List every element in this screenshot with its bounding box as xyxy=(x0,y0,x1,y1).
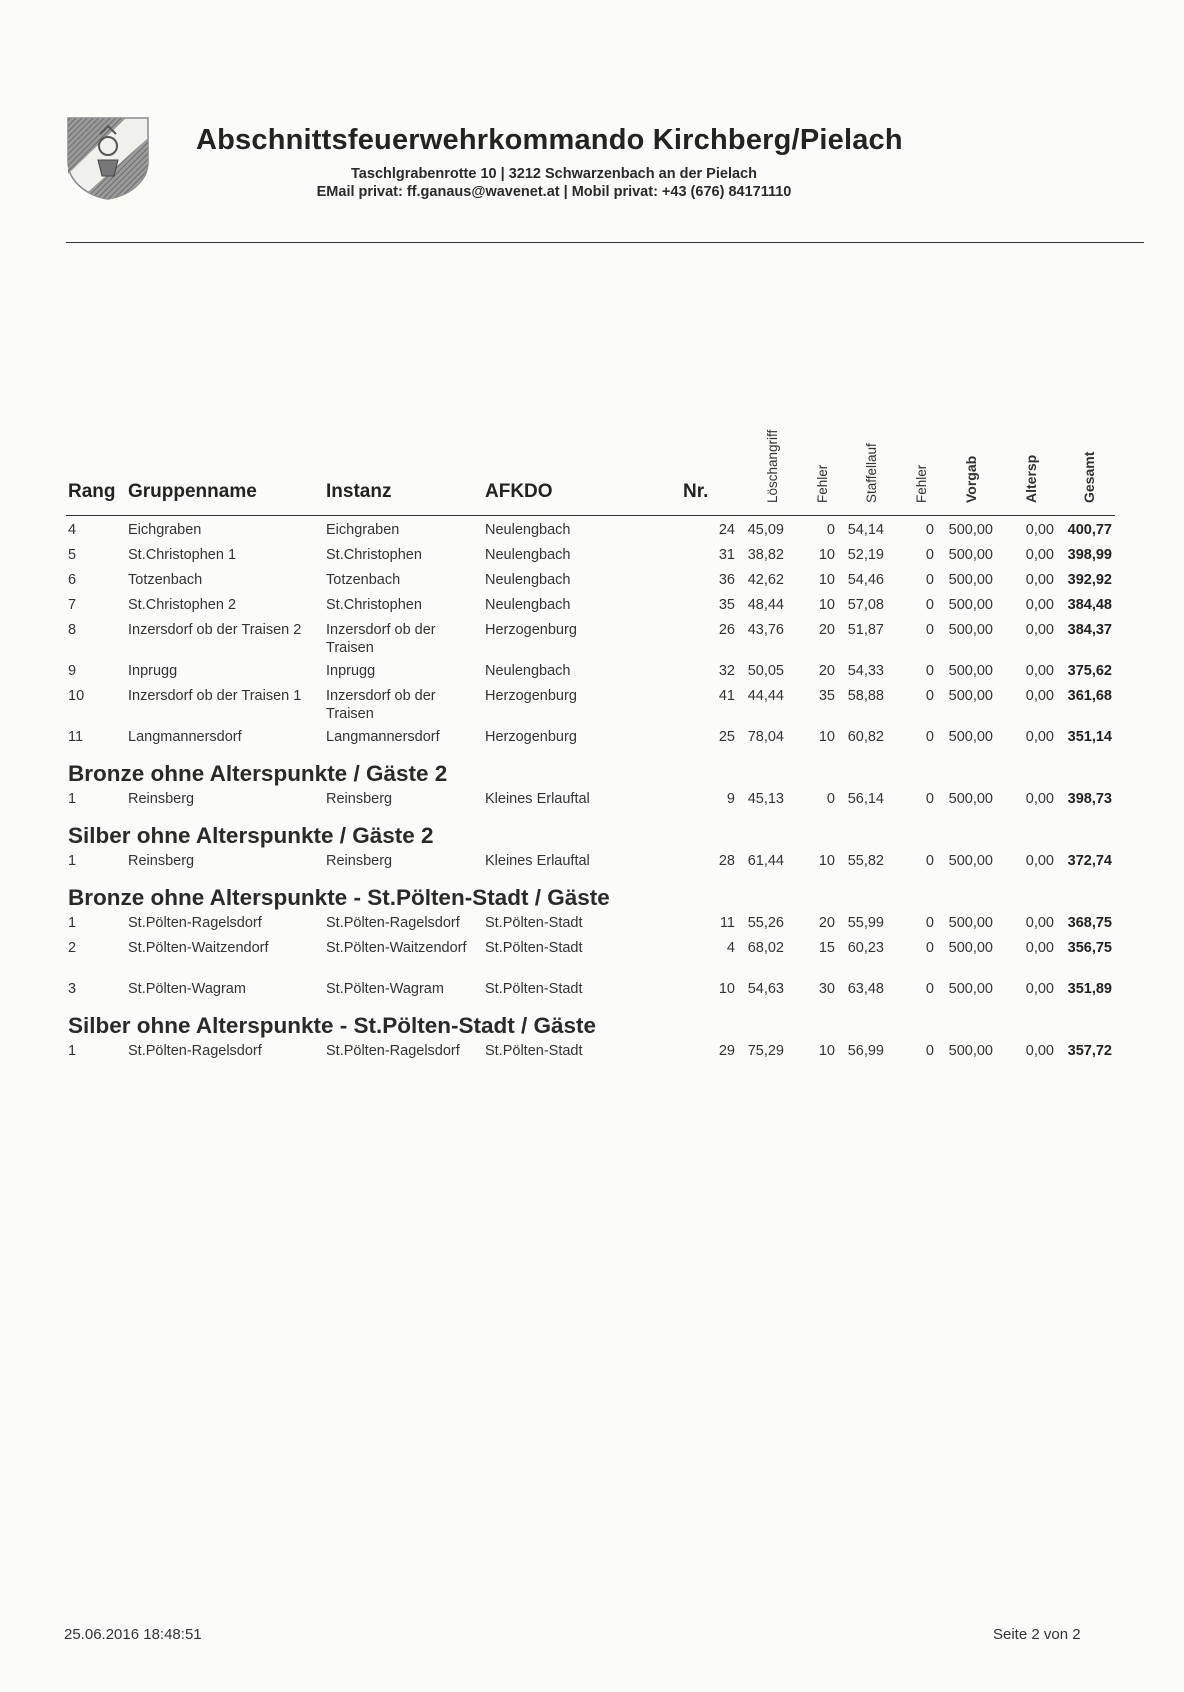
afkdo-cell: Herzogenburg xyxy=(485,729,577,745)
gesamt-cell: 356,75 xyxy=(1067,940,1112,956)
gesamt-cell: 398,73 xyxy=(1067,791,1112,807)
instanz-cell: Inprugg xyxy=(326,663,376,679)
start-number-cell: 25 xyxy=(718,729,735,745)
rank-cell: 5 xyxy=(68,547,77,563)
loeschangriff-cell: 42,62 xyxy=(747,572,784,588)
start-number-cell: 32 xyxy=(718,663,735,679)
loeschangriff-cell: 43,76 xyxy=(747,622,784,638)
loeschangriff-cell: 48,44 xyxy=(747,597,784,613)
column-header-loeschangriff: Löschangriff xyxy=(765,429,780,503)
table-row xyxy=(0,622,1184,663)
start-number-cell: 9 xyxy=(726,791,735,807)
column-header-rang: Rang xyxy=(68,481,116,502)
group-name-cell: Inzersdorf ob der Traisen 2 xyxy=(128,622,302,638)
staffellauf-cell: 63,48 xyxy=(847,981,884,997)
group-name-cell: Inprugg xyxy=(128,663,178,679)
gesamt-cell: 400,77 xyxy=(1067,522,1112,538)
table-header-divider xyxy=(66,515,1115,516)
rank-cell: 1 xyxy=(68,791,77,807)
gesamt-cell: 351,14 xyxy=(1067,729,1112,745)
fehler-2-cell: 0 xyxy=(925,915,934,931)
staffellauf-cell: 58,88 xyxy=(847,688,884,704)
column-header-afkdo: AFKDO xyxy=(485,481,553,502)
staffellauf-cell: 51,87 xyxy=(847,622,884,638)
gesamt-cell: 357,72 xyxy=(1067,1043,1112,1059)
group-name-cell: St.Pölten-Ragelsdorf xyxy=(128,915,262,931)
staffellauf-cell: 57,08 xyxy=(847,597,884,613)
instanz-cell: St.Christophen xyxy=(326,547,422,563)
table-row xyxy=(0,597,1184,622)
start-number-cell: 28 xyxy=(718,853,735,869)
staffellauf-cell: 54,46 xyxy=(847,572,884,588)
fehler-1-cell: 10 xyxy=(818,853,835,869)
rank-cell: 10 xyxy=(68,688,85,704)
afkdo-cell: Herzogenburg xyxy=(485,688,577,704)
fehler-1-cell: 20 xyxy=(818,915,835,931)
table-row xyxy=(0,663,1184,688)
altersp-cell: 0,00 xyxy=(1025,522,1054,538)
altersp-cell: 0,00 xyxy=(1025,940,1054,956)
altersp-cell: 0,00 xyxy=(1025,915,1054,931)
afkdo-cell: St.Pölten-Stadt xyxy=(485,940,583,956)
start-number-cell: 4 xyxy=(726,940,735,956)
start-number-cell: 35 xyxy=(718,597,735,613)
instanz-cell: Eichgraben xyxy=(326,522,400,538)
afkdo-cell: Neulengbach xyxy=(485,572,571,588)
altersp-cell: 0,00 xyxy=(1025,547,1054,563)
table-row xyxy=(0,547,1184,572)
vorgabe-cell: 500,00 xyxy=(948,981,993,997)
column-header-fehler-1: Fehler xyxy=(815,464,830,503)
section-title-text: Silber ohne Alterspunkte - St.Pölten-Stadt / Gäste xyxy=(68,1013,596,1038)
vorgabe-cell: 500,00 xyxy=(948,729,993,745)
gesamt-cell: 361,68 xyxy=(1067,688,1112,704)
table-row xyxy=(0,940,1184,981)
fehler-2-cell: 0 xyxy=(925,572,934,588)
loeschangriff-cell: 38,82 xyxy=(747,547,784,563)
altersp-cell: 0,00 xyxy=(1025,853,1054,869)
group-name-cell: St.Pölten-Wagram xyxy=(128,981,246,997)
fehler-1-cell: 35 xyxy=(818,688,835,704)
fehler-1-cell: 0 xyxy=(826,791,835,807)
rank-cell: 1 xyxy=(68,915,77,931)
loeschangriff-cell: 54,63 xyxy=(747,981,784,997)
fehler-2-cell: 0 xyxy=(925,853,934,869)
staffellauf-cell: 54,14 xyxy=(847,522,884,538)
fehler-1-cell: 20 xyxy=(818,622,835,638)
loeschangriff-cell: 50,05 xyxy=(747,663,784,679)
table-row xyxy=(0,853,1184,878)
table-row xyxy=(0,915,1184,940)
fehler-2-cell: 0 xyxy=(925,547,934,563)
rank-cell: 1 xyxy=(68,853,77,869)
gesamt-cell: 398,99 xyxy=(1067,547,1112,563)
start-number-cell: 31 xyxy=(718,547,735,563)
instanz-cell: St.Pölten-Ragelsdorf xyxy=(326,1043,460,1059)
fehler-1-cell: 0 xyxy=(826,522,835,538)
organization-contact: EMail privat: ff.ganaus@wavenet.at | Mobil privat: +43 (676) 84171110 xyxy=(316,184,792,200)
group-name-cell: St.Christophen 2 xyxy=(128,597,237,613)
fehler-2-cell: 0 xyxy=(925,729,934,745)
fehler-2-cell: 0 xyxy=(925,663,934,679)
vorgabe-cell: 500,00 xyxy=(948,1043,993,1059)
instanz-cell: Inzersdorf ob der Traisen xyxy=(326,622,436,656)
column-header-nr: Nr. xyxy=(683,481,709,502)
altersp-cell: 0,00 xyxy=(1025,622,1054,638)
vorgabe-cell: 500,00 xyxy=(948,522,993,538)
vorgabe-cell: 500,00 xyxy=(948,547,993,563)
rank-cell: 9 xyxy=(68,663,77,679)
afkdo-cell: Kleines Erlauftal xyxy=(485,853,590,869)
start-number-cell: 10 xyxy=(718,981,735,997)
afkdo-cell: Herzogenburg xyxy=(485,622,577,638)
staffellauf-cell: 54,33 xyxy=(847,663,884,679)
section-title-text: Bronze ohne Alterspunkte - St.Pölten-Stadt / Gäste xyxy=(68,885,610,910)
print-timestamp: 25.06.2016 18:48:51 xyxy=(64,1626,202,1643)
loeschangriff-cell: 55,26 xyxy=(747,915,784,931)
start-number-cell: 29 xyxy=(718,1043,735,1059)
altersp-cell: 0,00 xyxy=(1025,791,1054,807)
table-row xyxy=(0,522,1184,547)
loeschangriff-cell: 68,02 xyxy=(747,940,784,956)
staffellauf-cell: 52,19 xyxy=(847,547,884,563)
staffellauf-cell: 60,23 xyxy=(847,940,884,956)
section-title xyxy=(0,816,1184,853)
group-name-cell: St.Pölten-Ragelsdorf xyxy=(128,1043,262,1059)
column-header-altersp: Altersp xyxy=(1023,454,1039,503)
rank-cell: 7 xyxy=(68,597,77,613)
table-row xyxy=(0,981,1184,1006)
fehler-2-cell: 0 xyxy=(925,1043,934,1059)
loeschangriff-cell: 61,44 xyxy=(747,853,784,869)
altersp-cell: 0,00 xyxy=(1025,729,1054,745)
column-header-gesamt: Gesamt xyxy=(1081,451,1097,503)
section-title-text: Bronze ohne Alterspunkte / Gäste 2 xyxy=(68,761,448,786)
group-name-cell: St.Christophen 1 xyxy=(128,547,237,563)
gesamt-cell: 384,48 xyxy=(1067,597,1112,613)
rank-cell: 3 xyxy=(68,981,77,997)
rank-cell: 2 xyxy=(68,940,77,956)
altersp-cell: 0,00 xyxy=(1025,663,1054,679)
instanz-cell: Totzenbach xyxy=(326,572,401,588)
fehler-1-cell: 10 xyxy=(818,547,835,563)
gesamt-cell: 351,89 xyxy=(1067,981,1112,997)
organization-name: Abschnittsfeuerwehrkommando Kirchberg/Pielach xyxy=(196,124,903,156)
table-row xyxy=(0,729,1184,754)
fehler-2-cell: 0 xyxy=(925,622,934,638)
altersp-cell: 0,00 xyxy=(1025,688,1054,704)
fehler-2-cell: 0 xyxy=(925,522,934,538)
group-name-cell: Reinsberg xyxy=(128,791,195,807)
fehler-1-cell: 10 xyxy=(818,597,835,613)
group-name-cell: Eichgraben xyxy=(128,522,202,538)
group-name-cell: Langmannersdorf xyxy=(128,729,242,745)
instanz-cell: Inzersdorf ob der Traisen xyxy=(326,688,436,722)
vorgabe-cell: 500,00 xyxy=(948,663,993,679)
column-header-gruppenname: Gruppenname xyxy=(128,481,257,502)
staffellauf-cell: 55,82 xyxy=(847,853,884,869)
fehler-2-cell: 0 xyxy=(925,981,934,997)
altersp-cell: 0,00 xyxy=(1025,597,1054,613)
group-name-cell: St.Pölten-Waitzendorf xyxy=(128,940,269,956)
table-row xyxy=(0,688,1184,729)
section-title xyxy=(0,754,1184,791)
rank-cell: 8 xyxy=(68,622,77,638)
group-name-cell: Inzersdorf ob der Traisen 1 xyxy=(128,688,302,704)
afkdo-cell: St.Pölten-Stadt xyxy=(485,1043,583,1059)
column-header-instanz: Instanz xyxy=(326,481,392,502)
instanz-cell: St.Pölten-Waitzendorf xyxy=(326,940,467,956)
section-title xyxy=(0,878,1184,915)
fehler-1-cell: 10 xyxy=(818,1043,835,1059)
staffellauf-cell: 55,99 xyxy=(847,915,884,931)
start-number-cell: 26 xyxy=(718,622,735,638)
vorgabe-cell: 500,00 xyxy=(948,688,993,704)
altersp-cell: 0,00 xyxy=(1025,1043,1054,1059)
afkdo-cell: Neulengbach xyxy=(485,663,571,679)
organization-address: Taschlgrabenrotte 10 | 3212 Schwarzenbach an der Pielach xyxy=(351,166,757,182)
vorgabe-cell: 500,00 xyxy=(948,597,993,613)
instanz-cell: Reinsberg xyxy=(326,791,393,807)
vorgabe-cell: 500,00 xyxy=(948,853,993,869)
gesamt-cell: 375,62 xyxy=(1067,663,1112,679)
fehler-2-cell: 0 xyxy=(925,940,934,956)
afkdo-cell: Kleines Erlauftal xyxy=(485,791,590,807)
fehler-2-cell: 0 xyxy=(925,688,934,704)
staffellauf-cell: 60,82 xyxy=(847,729,884,745)
altersp-cell: 0,00 xyxy=(1025,981,1054,997)
section-title xyxy=(0,1006,1184,1043)
start-number-cell: 11 xyxy=(719,915,735,931)
fehler-2-cell: 0 xyxy=(925,597,934,613)
rank-cell: 11 xyxy=(68,729,84,745)
column-header-staffellauf: Staffellauf xyxy=(864,443,879,503)
fehler-2-cell: 0 xyxy=(925,791,934,807)
rank-cell: 1 xyxy=(68,1043,77,1059)
loeschangriff-cell: 45,09 xyxy=(747,522,784,538)
table-row xyxy=(0,1043,1184,1068)
afkdo-cell: Neulengbach xyxy=(485,597,571,613)
section-title-text: Silber ohne Alterspunkte / Gäste 2 xyxy=(68,823,434,848)
start-number-cell: 36 xyxy=(718,572,735,588)
fehler-1-cell: 20 xyxy=(818,663,835,679)
instanz-cell: Reinsberg xyxy=(326,853,393,869)
gesamt-cell: 384,37 xyxy=(1067,622,1112,638)
loeschangriff-cell: 75,29 xyxy=(747,1043,784,1059)
instanz-cell: St.Pölten-Ragelsdorf xyxy=(326,915,460,931)
vorgabe-cell: 500,00 xyxy=(948,940,993,956)
fire-brigade-crest-icon xyxy=(66,116,150,200)
gesamt-cell: 368,75 xyxy=(1067,915,1112,931)
staffellauf-cell: 56,99 xyxy=(847,1043,884,1059)
gesamt-cell: 392,92 xyxy=(1067,572,1112,588)
altersp-cell: 0,00 xyxy=(1025,572,1054,588)
afkdo-cell: Neulengbach xyxy=(485,522,571,538)
instanz-cell: Langmannersdorf xyxy=(326,729,440,745)
loeschangriff-cell: 45,13 xyxy=(747,791,784,807)
fehler-1-cell: 30 xyxy=(818,981,835,997)
loeschangriff-cell: 44,44 xyxy=(747,688,784,704)
page-number: Seite 2 von 2 xyxy=(993,1626,1081,1643)
gesamt-cell: 372,74 xyxy=(1067,853,1112,869)
fehler-1-cell: 10 xyxy=(818,572,835,588)
fehler-1-cell: 15 xyxy=(818,940,835,956)
header-divider xyxy=(66,242,1144,243)
table-row xyxy=(0,791,1184,816)
afkdo-cell: St.Pölten-Stadt xyxy=(485,915,583,931)
start-number-cell: 41 xyxy=(718,688,735,704)
instanz-cell: St.Pölten-Wagram xyxy=(326,981,444,997)
group-name-cell: Totzenbach xyxy=(128,572,203,588)
staffellauf-cell: 56,14 xyxy=(847,791,884,807)
rank-cell: 6 xyxy=(68,572,77,588)
afkdo-cell: Neulengbach xyxy=(485,547,571,563)
column-header-vorgab: Vorgab xyxy=(963,455,979,503)
vorgabe-cell: 500,00 xyxy=(948,622,993,638)
group-name-cell: Reinsberg xyxy=(128,853,195,869)
instanz-cell: St.Christophen xyxy=(326,597,422,613)
vorgabe-cell: 500,00 xyxy=(948,791,993,807)
column-header-fehler-2: Fehler xyxy=(914,464,929,503)
results-table xyxy=(0,522,1184,1068)
loeschangriff-cell: 78,04 xyxy=(747,729,784,745)
start-number-cell: 24 xyxy=(718,522,735,538)
fehler-1-cell: 10 xyxy=(818,729,835,745)
rank-cell: 4 xyxy=(68,522,77,538)
table-row xyxy=(0,572,1184,597)
afkdo-cell: St.Pölten-Stadt xyxy=(485,981,583,997)
vorgabe-cell: 500,00 xyxy=(948,915,993,931)
vorgabe-cell: 500,00 xyxy=(948,572,993,588)
